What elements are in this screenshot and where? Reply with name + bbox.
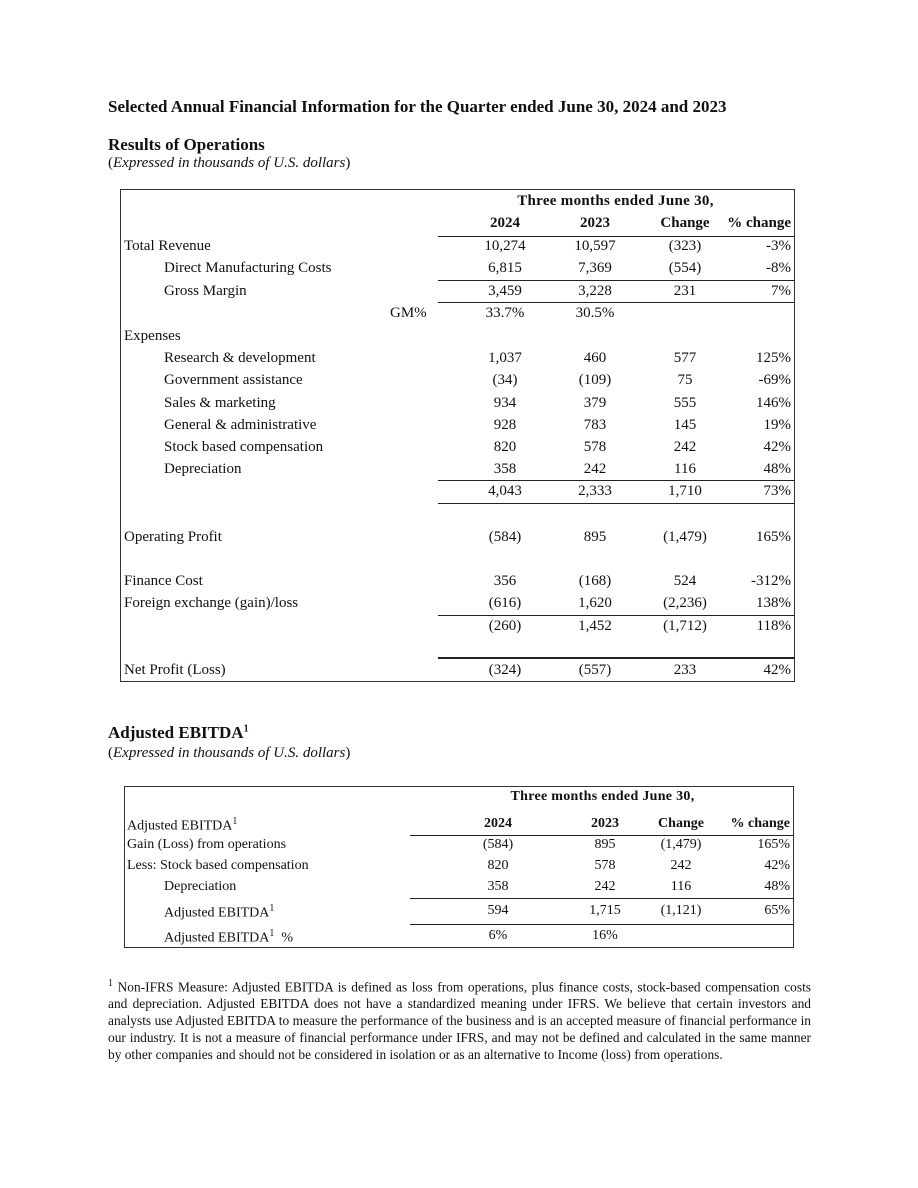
cell: 358	[487, 879, 509, 894]
cell: 73%	[763, 483, 791, 499]
row-label-ebitda-depreciation: Depreciation	[164, 879, 237, 894]
cell: (1,121)	[660, 903, 702, 918]
ebitda-col-label-text: Adjusted EBITDA	[127, 818, 233, 834]
cell: 48%	[763, 461, 791, 477]
row-label-operating-profit: Operating Profit	[124, 529, 222, 545]
footnote-marker: 1	[269, 928, 275, 939]
cell: 33.7%	[485, 305, 525, 321]
row-label-depreciation: Depreciation	[164, 461, 242, 477]
cell: 1,452	[578, 618, 612, 634]
cell: (2,236)	[663, 595, 707, 611]
results-col-2024: 2024	[490, 215, 520, 231]
footnote-text: Non-IFRS Measure: Adjusted EBITDA is defined as loss from operations, plus finance costs, stock-based compensation costs and depreciation. Adjusted EBITDA does not have a standardized meaning under IFRS. We believe that certain investors and analysts use Adjusted EBITDA to measure the performance of the business and is an accepted measure of financial performance in our industry. It is not a measure of financial performance under IFRS, and may not be defined and calculated in the same manner by other companies and should not be considered in isolation or as an alternative to Income (loss) from operations.	[108, 979, 811, 1063]
row-label-gain-loss: Gain (Loss) from operations	[127, 837, 287, 852]
cell: 7,369	[578, 260, 612, 276]
cell: 10,597	[574, 238, 616, 254]
cell: 6%	[488, 928, 508, 943]
row-label-adjusted-ebitda	[164, 903, 274, 922]
ebitda-heading-text: Adjusted EBITDA	[108, 723, 244, 742]
cell: 146%	[756, 395, 791, 411]
cell: 233	[673, 662, 697, 678]
footnote	[108, 975, 811, 1063]
cell: (616)	[488, 595, 522, 611]
row-label-gross-margin: Gross Margin	[164, 283, 247, 299]
cell: 460	[583, 350, 607, 366]
row-label-stock-comp: Stock based compensation	[164, 439, 324, 455]
cell: (1,479)	[663, 529, 707, 545]
cell: (109)	[578, 372, 612, 388]
cell: (168)	[578, 573, 612, 589]
row-label-text: Adjusted EBITDA	[164, 930, 270, 946]
row-label-fx: Foreign exchange (gain)/loss	[124, 595, 299, 611]
row-label-adjusted-ebitda-pct	[164, 928, 293, 947]
footnote-marker: 1	[243, 723, 249, 735]
divider	[438, 615, 794, 616]
cell: 118%	[756, 618, 791, 634]
cell: (323)	[668, 238, 702, 254]
divider	[438, 280, 794, 281]
results-period-header: Three months ended June 30,	[517, 193, 714, 209]
divider	[438, 302, 794, 303]
cell: 116	[670, 879, 692, 894]
cell: 3,459	[488, 283, 522, 299]
cell: 116	[674, 461, 696, 477]
cell: 242	[583, 461, 607, 477]
cell: 577	[673, 350, 697, 366]
cell: 1,715	[589, 903, 621, 918]
ebitda-col-pct-change: % change	[730, 816, 790, 831]
cell: 820	[493, 439, 517, 455]
row-label-finance-cost: Finance Cost	[124, 573, 203, 589]
divider	[438, 503, 794, 504]
cell: (1,712)	[663, 618, 707, 634]
cell: 30.5%	[575, 305, 615, 321]
cell: 165%	[757, 837, 790, 852]
cell: -312%	[751, 573, 791, 589]
cell: (34)	[492, 372, 518, 388]
cell: 1,620	[578, 595, 612, 611]
cell: 895	[594, 837, 616, 852]
ebitda-col-change: Change	[658, 816, 704, 831]
cell: 165%	[756, 529, 791, 545]
cell: 358	[493, 461, 517, 477]
cell: 1,037	[488, 350, 522, 366]
ebitda-col-2024: 2024	[484, 816, 512, 831]
cell: 48%	[764, 879, 790, 894]
cell: 145	[673, 417, 697, 433]
cell: 4,043	[488, 483, 522, 499]
cell: 379	[583, 395, 607, 411]
footnote-marker: 1	[232, 816, 238, 827]
cell: (260)	[488, 618, 522, 634]
results-col-2023: 2023	[580, 215, 610, 231]
row-label-less-sbc: Less: Stock based compensation	[127, 858, 309, 873]
page-title: Selected Annual Financial Information for the Quarter ended June 30, 2024 and 2023	[108, 97, 727, 116]
cell: 7%	[771, 283, 791, 299]
cell: (557)	[578, 662, 612, 678]
row-label-gm-pct: GM%	[390, 305, 427, 321]
cell: 895	[583, 529, 607, 545]
ebitda-col-2023: 2023	[591, 816, 619, 831]
cell: (1,479)	[660, 837, 702, 852]
cell: 2,333	[578, 483, 612, 499]
results-heading: Results of Operations	[108, 135, 265, 154]
row-label-general-admin: General & administrative	[164, 417, 317, 433]
row-label-rnd: Research & development	[164, 350, 316, 366]
cell: 928	[493, 417, 517, 433]
cell: -69%	[758, 372, 791, 388]
pct-suffix: %	[281, 930, 294, 946]
cell: 783	[583, 417, 607, 433]
divider	[410, 924, 794, 925]
paren-open: (	[108, 155, 113, 171]
cell: 19%	[763, 417, 791, 433]
divider	[438, 657, 794, 659]
row-label-net-profit: Net Profit (Loss)	[124, 662, 226, 678]
cell: 6,815	[488, 260, 522, 276]
cell: 578	[583, 439, 607, 455]
cell: 75	[677, 372, 693, 388]
row-label-sales-marketing: Sales & marketing	[164, 395, 276, 411]
row-label-text: Adjusted EBITDA	[164, 905, 270, 921]
cell: 242	[673, 439, 697, 455]
cell: 555	[673, 395, 697, 411]
section-label-expenses: Expenses	[124, 328, 181, 344]
cell: 934	[493, 395, 517, 411]
row-label-gov-assistance: Government assistance	[164, 372, 303, 388]
cell: (324)	[488, 662, 522, 678]
paren-close: )	[345, 155, 351, 171]
paren-close: )	[345, 745, 351, 761]
cell: (584)	[482, 837, 514, 852]
ebitda-col-label	[127, 816, 237, 835]
row-label-total-revenue: Total Revenue	[124, 238, 211, 254]
cell: 16%	[592, 928, 618, 943]
ebitda-subtitle-text: Expressed in thousands of U.S. dollars	[113, 745, 346, 761]
ebitda-heading	[108, 723, 249, 743]
divider	[410, 898, 794, 899]
cell: 242	[670, 858, 692, 873]
cell: 1,710	[668, 483, 702, 499]
footnote-marker: 1	[108, 978, 113, 989]
cell: 42%	[764, 858, 790, 873]
cell: 231	[673, 283, 697, 299]
paren-open: (	[108, 745, 113, 761]
cell: 42%	[763, 662, 791, 678]
divider	[438, 480, 794, 481]
results-col-pct-change: % change	[727, 215, 791, 231]
cell: 578	[594, 858, 616, 873]
cell: 10,274	[484, 238, 526, 254]
cell: 356	[493, 573, 517, 589]
divider	[438, 236, 794, 237]
footnote-marker: 1	[269, 903, 275, 914]
cell: 242	[594, 879, 616, 894]
cell: 524	[673, 573, 697, 589]
cell: 65%	[764, 903, 790, 918]
cell: (584)	[488, 529, 522, 545]
row-label-direct-costs: Direct Manufacturing Costs	[164, 260, 332, 276]
results-subtitle-text: Expressed in thousands of U.S. dollars	[113, 155, 346, 171]
cell: 820	[487, 858, 509, 873]
cell: 3,228	[578, 283, 612, 299]
cell: -3%	[766, 238, 791, 254]
cell: (554)	[668, 260, 702, 276]
cell: 125%	[756, 350, 791, 366]
ebitda-subtitle	[108, 745, 350, 762]
divider	[410, 835, 794, 836]
cell: 42%	[763, 439, 791, 455]
results-subtitle	[108, 155, 350, 172]
results-col-change: Change	[660, 215, 710, 231]
cell: -8%	[766, 260, 791, 276]
ebitda-period-header: Three months ended June 30,	[510, 789, 695, 804]
cell: 138%	[756, 595, 791, 611]
cell: 594	[487, 903, 509, 918]
